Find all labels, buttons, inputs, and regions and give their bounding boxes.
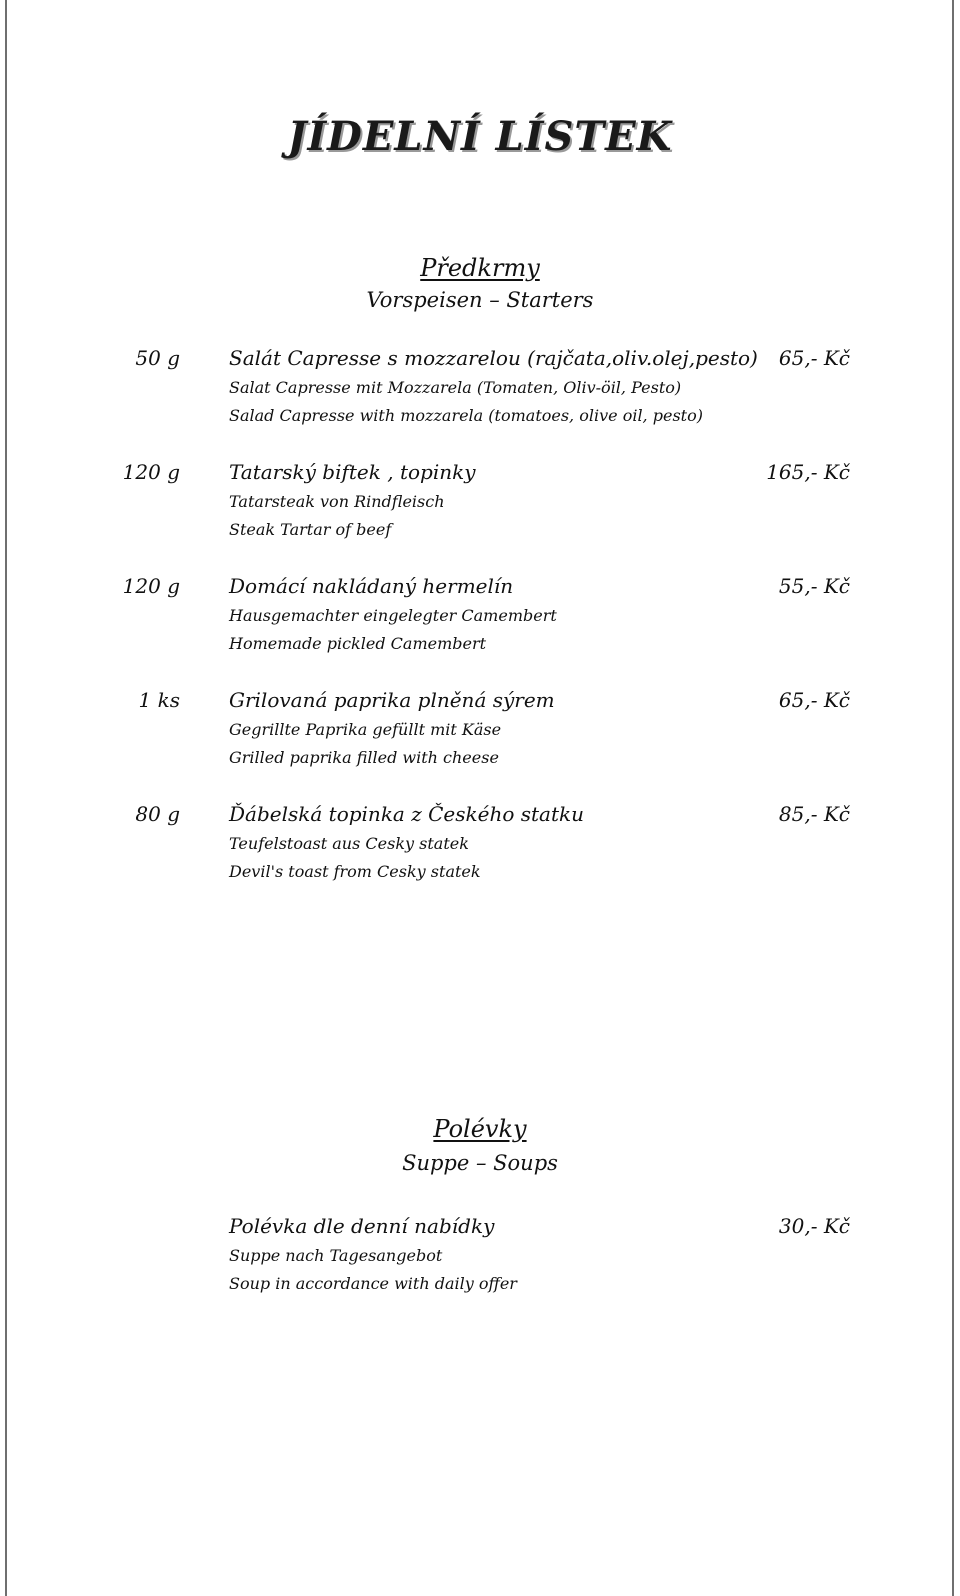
item-name-de: Gegrillte Paprika gefüllt mit Käse (229, 720, 502, 739)
item-name-cz: Tatarský biftek , topinky (229, 460, 476, 484)
item-name-cz: Domácí nakládaný hermelín (229, 574, 514, 598)
page-title: JÍDELNÍ LÍSTEK (287, 113, 673, 160)
item-price: 85,- Kč (778, 802, 850, 826)
section-heading-soups: Polévky (433, 1115, 527, 1143)
item-quantity: 120 g (122, 574, 180, 598)
item-name-en: Steak Tartar of beef (229, 520, 392, 539)
item-name-de: Tatarsteak von Rindfleisch (229, 492, 445, 511)
item-price: 165,- Kč (766, 460, 850, 484)
item-quantity: 50 g (135, 346, 180, 370)
item-price: 30,- Kč (778, 1214, 850, 1238)
item-price: 65,- Kč (778, 346, 850, 370)
item-name-en: Soup in accordance with daily offer (229, 1274, 517, 1293)
item-quantity: 80 g (135, 802, 180, 826)
item-name-de: Salat Capresse mit Mozzarela (Tomaten, Oliv-öil, Pesto) (229, 378, 682, 397)
page-border-left (5, 0, 7, 1596)
item-quantity: 120 g (122, 460, 180, 484)
item-name-en: Salad Capresse with mozzarela (tomatoes, olive oil, pesto) (229, 406, 703, 425)
item-name-de: Hausgemachter eingelegter Camembert (229, 606, 557, 625)
item-name-cz: Salát Capresse s mozzarelou (rajčata,oliv.olej,pesto) (229, 346, 758, 370)
item-name-de: Suppe nach Tagesangebot (229, 1246, 443, 1265)
item-name-cz: Grilovaná paprika plněná sýrem (229, 688, 555, 712)
item-name-en: Homemade pickled Camembert (229, 634, 487, 653)
item-name-en: Devil's toast from Cesky statek (229, 862, 481, 881)
item-name-cz: Polévka dle denní nabídky (229, 1214, 495, 1238)
item-name-cz: Ďábelská topinka z Českého statku (229, 802, 585, 826)
item-name-en: Grilled paprika filled with cheese (229, 748, 499, 767)
section-subheading-starters: Vorspeisen – Starters (366, 288, 594, 312)
page-border-right (952, 0, 954, 1596)
section-subheading-soups: Suppe – Soups (402, 1151, 558, 1175)
section-heading-starters: Předkrmy (420, 254, 540, 282)
item-price: 55,- Kč (778, 574, 850, 598)
item-price: 65,- Kč (778, 688, 850, 712)
item-name-de: Teufelstoast aus Cesky statek (229, 834, 469, 853)
item-quantity: 1 ks (138, 688, 180, 712)
